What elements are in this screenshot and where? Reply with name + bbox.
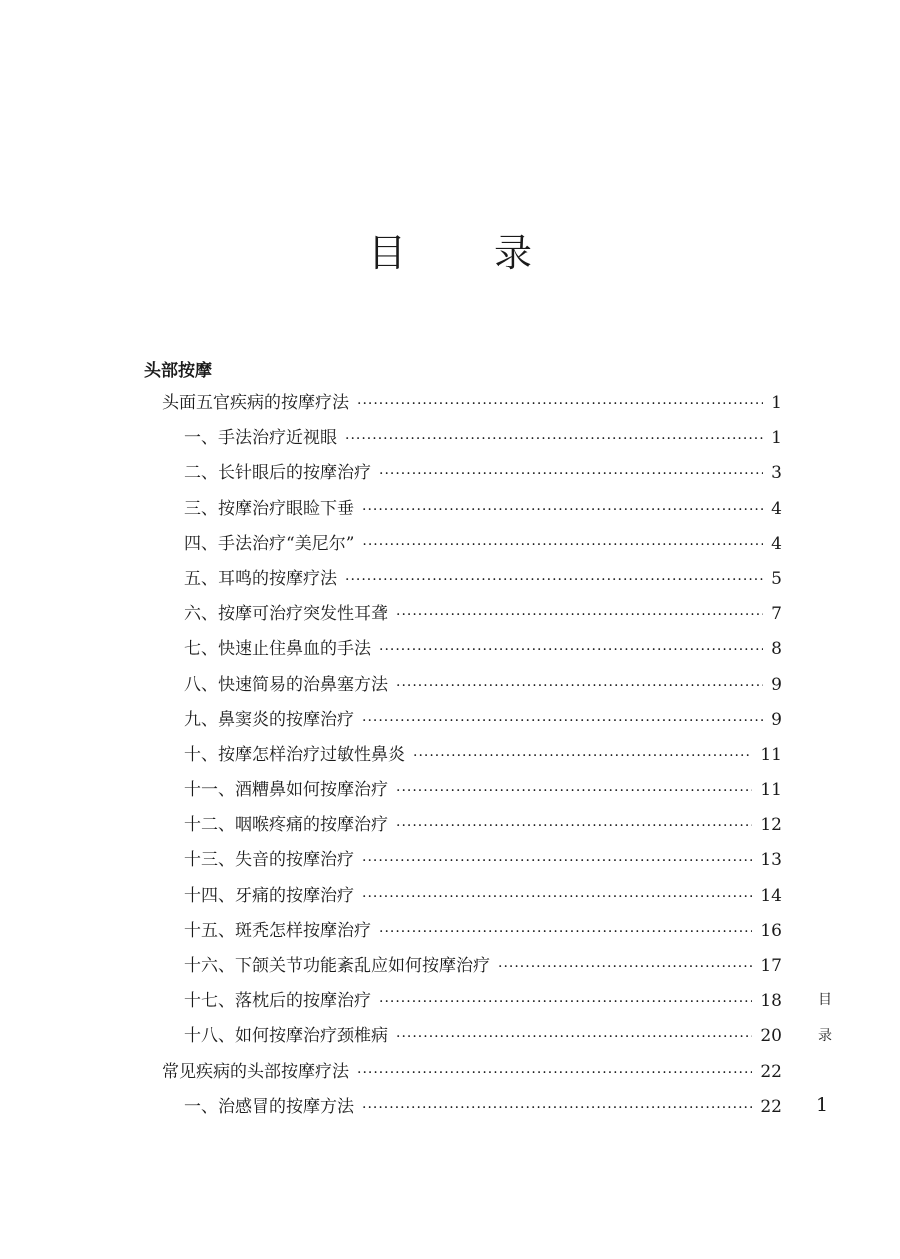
- toc-dot-leader: [345, 422, 763, 457]
- toc-entry-page: 22: [760, 1096, 782, 1117]
- toc-entry-page: 1: [771, 393, 782, 413]
- toc-entry-label: 常见疾病的头部按摩疗法: [162, 1061, 349, 1082]
- toc-entry[interactable]: [162, 668, 782, 703]
- toc-dot-leader: [362, 528, 763, 563]
- toc-entry[interactable]: [162, 386, 782, 421]
- side-tab: [815, 982, 835, 1054]
- toc-entry-label: 七、快速止住鼻血的手法: [184, 639, 371, 660]
- toc-dot-leader: [362, 880, 752, 915]
- toc-entry[interactable]: [162, 703, 782, 738]
- table-of-contents: [162, 386, 782, 1125]
- toc-entry-page: 18: [760, 991, 782, 1012]
- section-heading: 头部按摩: [144, 361, 212, 381]
- toc-dot-leader: [379, 457, 763, 492]
- toc-dot-leader: [362, 1091, 752, 1126]
- toc-dot-leader: [396, 1020, 752, 1055]
- toc-entry-label: 九、鼻窦炎的按摩治疗: [184, 709, 354, 730]
- toc-entry[interactable]: [162, 527, 782, 562]
- toc-entry[interactable]: [162, 914, 782, 949]
- toc-entry-page: 22: [760, 1061, 782, 1082]
- toc-dot-leader: [357, 387, 763, 422]
- toc-entry-page: 4: [771, 533, 782, 554]
- toc-entry-label: 十五、斑秃怎样按摩治疗: [184, 920, 371, 941]
- toc-dot-leader: [396, 774, 752, 809]
- toc-dot-leader: [345, 563, 763, 598]
- toc-entry-page: 14: [760, 885, 782, 906]
- toc-entry-page: 12: [760, 815, 782, 836]
- toc-entry-page: 20: [760, 1026, 782, 1047]
- toc-entry-label: 十、按摩怎样治疗过敏性鼻炎: [184, 744, 405, 765]
- toc-entry[interactable]: [162, 632, 782, 667]
- toc-entry[interactable]: [162, 984, 782, 1019]
- toc-entry-page: 11: [760, 744, 782, 765]
- toc-entry-label: 八、快速简易的治鼻塞方法: [184, 674, 388, 695]
- toc-dot-leader: [379, 915, 752, 950]
- toc-entry[interactable]: [162, 1090, 782, 1125]
- page-title: 目 录: [367, 231, 571, 275]
- toc-entry-page: 16: [760, 920, 782, 941]
- toc-entry-label: 十二、咽喉疼痛的按摩治疗: [184, 815, 388, 836]
- toc-entry-page: 5: [771, 568, 782, 589]
- toc-entry-page: 11: [760, 780, 782, 801]
- toc-dot-leader: [413, 739, 752, 774]
- toc-entry-label: 十六、下颌关节功能紊乱应如何按摩治疗: [184, 956, 490, 976]
- toc-entry-label: 二、长针眼后的按摩治疗: [184, 463, 371, 484]
- toc-entry[interactable]: [162, 1019, 782, 1054]
- toc-entry-label: 十四、牙痛的按摩治疗: [184, 885, 354, 906]
- toc-entry-page: 4: [771, 498, 782, 519]
- toc-dot-leader: [362, 704, 763, 739]
- toc-entry[interactable]: [162, 843, 782, 878]
- toc-dot-leader: [379, 985, 752, 1020]
- toc-entry-page: 3: [771, 463, 782, 484]
- toc-entry-page: 9: [771, 709, 782, 730]
- toc-entry-label: 五、耳鸣的按摩疗法: [184, 568, 337, 589]
- toc-entry-label: 头面五官疾病的按摩疗法: [162, 393, 349, 413]
- toc-entry[interactable]: [162, 773, 782, 808]
- toc-entry[interactable]: [162, 879, 782, 914]
- toc-entry-label: 一、手法治疗近视眼: [184, 428, 337, 449]
- toc-entry[interactable]: [162, 562, 782, 597]
- toc-entry[interactable]: [162, 456, 782, 491]
- toc-entry-label: 十三、失音的按摩治疗: [184, 850, 354, 871]
- toc-dot-leader: [379, 633, 763, 668]
- toc-dot-leader: [396, 669, 763, 704]
- toc-entry-page: 7: [771, 604, 782, 625]
- side-tab-char: 目: [818, 992, 832, 1008]
- side-tab-char: 录: [818, 1028, 832, 1044]
- toc-entry[interactable]: [162, 808, 782, 843]
- toc-entry-label: 四、手法治疗“美尼尔”: [184, 533, 355, 554]
- toc-entry[interactable]: [162, 421, 782, 456]
- toc-dot-leader: [362, 493, 763, 528]
- toc-entry-label: 十一、酒糟鼻如何按摩治疗: [184, 780, 388, 801]
- toc-entry-label: 六、按摩可治疗突发性耳聋: [184, 604, 388, 625]
- toc-entry[interactable]: [162, 738, 782, 773]
- toc-entry[interactable]: [162, 597, 782, 632]
- toc-entry-page: 17: [760, 956, 782, 976]
- toc-dot-leader: [396, 809, 752, 844]
- toc-dot-leader: [362, 844, 752, 879]
- toc-entry-label: 三、按摩治疗眼睑下垂: [184, 498, 354, 519]
- toc-entry[interactable]: [162, 1055, 782, 1090]
- toc-entry-label: 十七、落枕后的按摩治疗: [184, 991, 371, 1012]
- toc-entry[interactable]: [162, 949, 782, 984]
- toc-dot-leader: [357, 1056, 752, 1091]
- toc-entry-label: 十八、如何按摩治疗颈椎病: [184, 1026, 388, 1047]
- page-number: 1: [816, 1094, 829, 1116]
- toc-entry-page: 9: [771, 674, 782, 695]
- toc-dot-leader: [396, 598, 763, 633]
- toc-entry-page: 8: [771, 639, 782, 660]
- toc-entry-page: 13: [760, 850, 782, 871]
- toc-entry[interactable]: [162, 492, 782, 527]
- toc-dot-leader: [498, 950, 752, 985]
- toc-entry-label: 一、治感冒的按摩方法: [184, 1096, 354, 1117]
- toc-entry-page: 1: [771, 428, 782, 449]
